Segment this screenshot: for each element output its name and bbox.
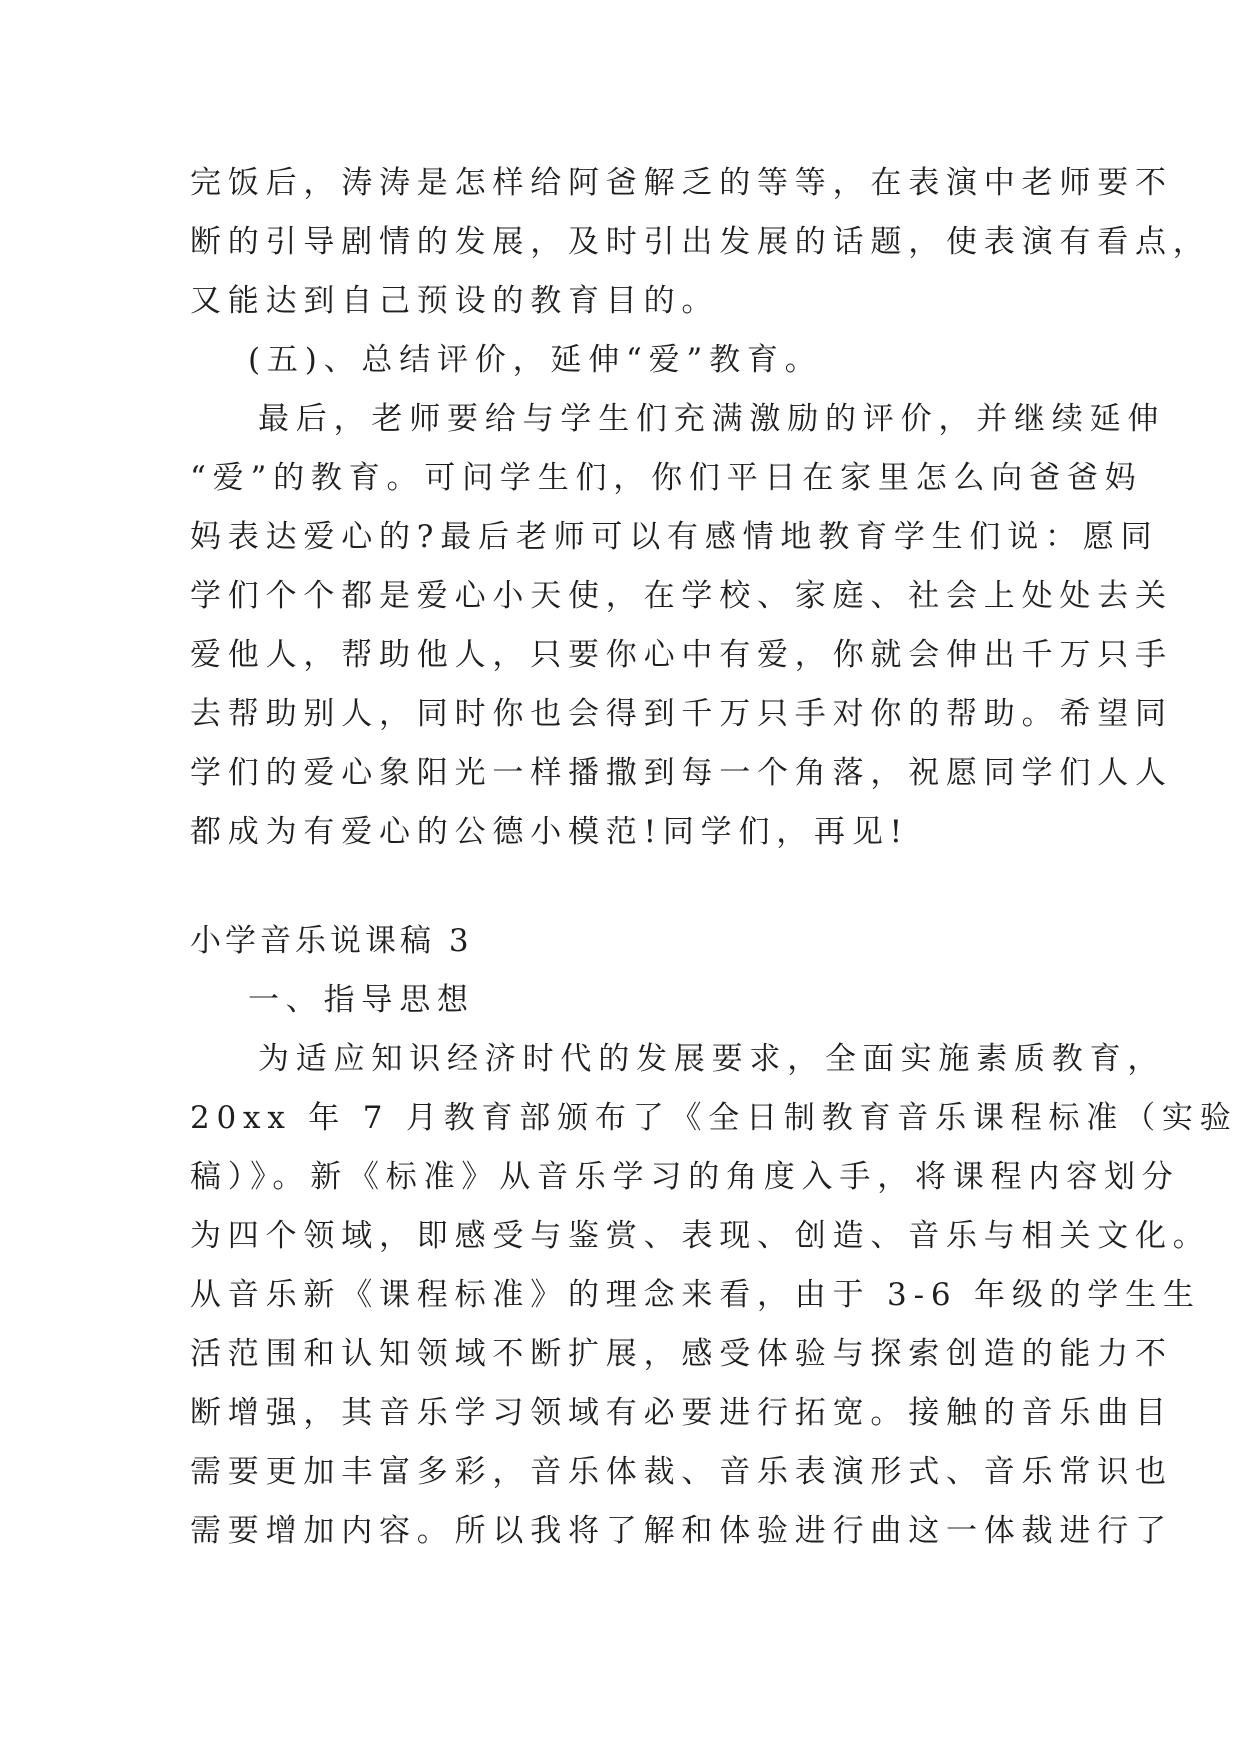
closing-line-5: 爱他人，帮助他人，只要你心中有爱，你就会伸出千万只手: [190, 637, 1173, 673]
closing-line-2: “爱”的教育。可问学生们，你们平日在家里怎么向爸爸妈: [190, 460, 1143, 496]
guiding-line-6: 活范围和认知领域不断扩展，感受体验与探索创造的能力不: [190, 1336, 1173, 1372]
closing-line-4: 学们个个都是爱心小天使，在学校、家庭、社会上处处去关: [190, 578, 1173, 614]
subheading: 一、指导思想: [248, 982, 475, 1018]
guiding-line-7: 断增强，其音乐学习领域有必要进行拓宽。接触的音乐曲目: [190, 1395, 1173, 1431]
closing-line-3: 妈表达爱心的?最后老师可以有感情地教育学生们说：愿同: [190, 519, 1159, 555]
guiding-line-3: 稿）》。新《标准》从音乐学习的角度入手，将课程内容划分: [190, 1159, 1180, 1195]
article-title: 小学音乐说课稿 3: [190, 923, 473, 959]
closing-line-7: 学们的爱心象阳光一样播撒到每一个角落，祝愿同学们人人: [190, 755, 1173, 791]
continuation-line-2: 断的引导剧情的发展，及时引出发展的话题，使表演有看点，: [190, 224, 1211, 260]
guiding-line-1: 为适应知识经济时代的发展要求，全面实施素质教育，: [258, 1041, 1166, 1077]
closing-line-8: 都成为有爱心的公德小模范!同学们，再见!: [190, 814, 909, 850]
closing-line-6: 去帮助别人，同时你也会得到千万只手对你的帮助。希望同: [190, 696, 1173, 732]
guiding-line-8: 需要更加丰富多彩，音乐体裁、音乐表演形式、音乐常识也: [190, 1454, 1173, 1490]
guiding-line-4: 为四个领域，即感受与鉴赏、表现、创造、音乐与相关文化。: [190, 1218, 1211, 1254]
continuation-line-3: 又能达到自己预设的教育目的。: [190, 283, 720, 319]
section-heading: (五)、总结评价，延伸“爱”教育。: [248, 342, 823, 378]
closing-line-1: 最后，老师要给与学生们充满激励的评价，并继续延伸: [258, 401, 1166, 437]
guiding-line-2: 20xx 年 7 月教育部颁布了《全日制教育音乐课程标准（实验: [190, 1100, 1238, 1136]
guiding-line-5: 从音乐新《课程标准》的理念来看，由于 3-6 年级的学生生: [190, 1277, 1201, 1313]
continuation-line-1: 完饭后，涛涛是怎样给阿爸解乏的等等，在表演中老师要不: [190, 165, 1173, 201]
guiding-line-9: 需要增加内容。所以我将了解和体验进行曲这一体裁进行了: [190, 1513, 1173, 1549]
